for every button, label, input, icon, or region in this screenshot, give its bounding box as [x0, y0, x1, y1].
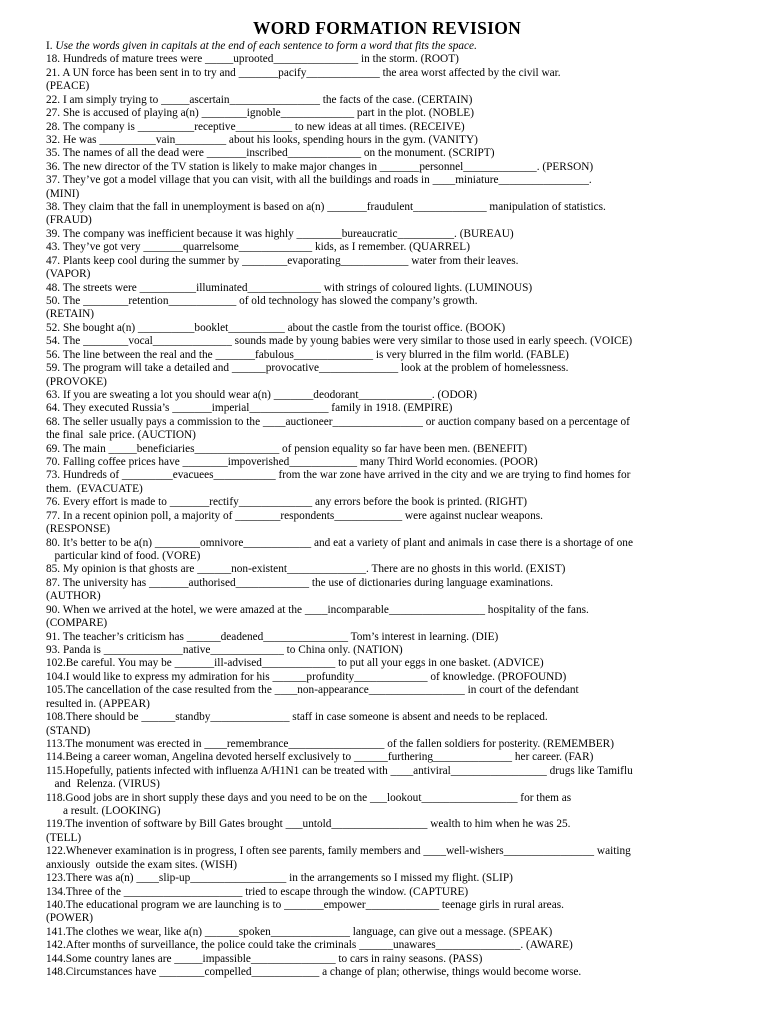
exercise-line: 142.After months of surveillance, the police could take the criminals ______unawares_______________. (AWARE): [46, 939, 573, 952]
exercise-line: 50. The ________retention____________ of old technology has slowed the company’s growth.: [46, 295, 478, 307]
exercise-line: (STAND): [46, 724, 91, 737]
exercise-line: 28. The company is __________receptive__________ to new ideas at all times. (RECEIVE): [46, 120, 465, 133]
exercise-line: 134.Three of the _____________________ tried to escape through the window. (CAPTURE): [46, 885, 469, 898]
exercise-line: (VAPOR): [46, 268, 91, 281]
exercise-line: 56. The line between the real and the _______fabulous______________ is very blurred in the film world. (FABLE): [46, 348, 569, 361]
exercise-line: 21. A UN force has been sent in to try and _______pacify_____________ the area worst affected by the civil war.: [46, 66, 561, 79]
exercise-line: 77. In a recent opinion poll, a majority of ________respondents____________ were against nuclear weapons.: [46, 509, 543, 522]
exercise-line: (RESPONSE): [46, 523, 111, 536]
exercise-line: 73. Hundreds of _________evacuees___________ from the war zone have arrived in the city and we are trying to find homes for: [46, 469, 631, 482]
exercise-line: (PROVOKE): [46, 375, 107, 388]
instruction-text: Use the words given in capitals at the end of each sentence to form a word that fits the space.: [55, 40, 477, 52]
exercise-line: the final sale price. (AUCTION): [46, 429, 196, 442]
exercise-line: 93. Panda is ______________native_____________ to China only. (NATION): [46, 643, 403, 656]
exercise-line: 114.Being a career woman, Angelina devoted herself exclusively to ______furthering______________ her career. (FAR): [46, 751, 594, 764]
exercise-line: 80. It’s better to be a(n) ________omnivore____________ and eat a variety of plant and animals in case there is a shortage of one: [46, 536, 633, 549]
exercise-line: 22. I am simply trying to _____ascertain________________ the facts of the case. (CERTAIN): [46, 93, 473, 106]
exercise-line: (POWER): [46, 912, 94, 925]
exercise-line: (FRAUD): [46, 214, 92, 227]
exercise-line: 39. The company was inefficient because it was highly ________bureaucratic__________. (BUREAU): [46, 227, 514, 240]
exercise-line: 144.Some country lanes are _____impassible_______________ to cars in rainy seasons. (PASS): [46, 952, 483, 965]
exercise-line: anxiously outside the exam sites. (WISH): [46, 858, 238, 871]
instruction: [46, 40, 728, 53]
exercise-line: (AUTHOR): [46, 590, 101, 603]
exercise-line: 104.I would like to express my admiration for his ______profundity_____________ of knowledge. (PROFOUND): [46, 670, 567, 683]
exercise-line: 123.There was a(n) ____slip-up_________________ in the arrangements so I missed my flight. (SLIP): [46, 872, 513, 885]
exercise-line: 54. The ________vocal______________ sounds made by young babies were very similar to those used in early speech. (VOICE): [46, 335, 633, 348]
exercise-line: 27. She is accused of playing a(n) ________ignoble_____________ part in the plot. (NOBLE): [46, 107, 474, 120]
exercise-line: 140.The educational program we are launching is to _______empower_____________ teenage girls in rural areas.: [46, 898, 564, 911]
exercise-line: 59. The program will take a detailed and ______provocative______________ look at the problem of homelessness.: [46, 362, 569, 375]
exercise-line: 108.There should be ______standby______________ staff in case someone is absent and needs to be replaced.: [46, 711, 548, 724]
exercise-line: 68. The seller usually pays a commission to the ____auctioneer________________ or auction company based on a percentage of: [46, 415, 630, 428]
exercise-line: 32. He was __________vain_________ about his looks, spending hours in the gym. (VANITY): [46, 133, 478, 146]
exercise-line: (RETAIN): [46, 308, 95, 321]
exercise-line: 70. Falling coffee prices have ________impoverished____________ many Third World economies. (POOR): [46, 456, 538, 469]
exercise-line: 90. When we arrived at the hotel, we were amazed at the ____incomparable_________________ hospitality of the fans.: [46, 603, 589, 616]
exercise-line: 52. She bought a(n) __________booklet__________ about the castle from the tourist office. (BOOK): [46, 321, 506, 334]
exercise-line: 35. The names of all the dead were _______inscribed_____________ on the monument. (SCRIPT): [46, 147, 495, 160]
exercise-line: 37. They’ve got a model village that you can visit, with all the buildings and roads in ____miniature________________.: [46, 174, 592, 187]
exercise-line: 18. Hundreds of mature trees were _____uprooted_______________ in the storm. (ROOT): [46, 53, 459, 66]
exercise-line: 76. Every effort is made to _______rectify_____________ any errors before the book is printed. (RIGHT): [46, 496, 528, 509]
exercise-line: 118.Good jobs are in short supply these days and you need to be on the ___lookout_________________ for them as: [46, 791, 572, 804]
exercise-line: 64. They executed Russia’s _______imperial______________ family in 1918. (EMPIRE): [46, 402, 453, 415]
exercise-line: 119.The invention of software by Bill Gates brought ___untold_________________ wealth to him when he was 25.: [46, 818, 571, 831]
instruction-lead: I.: [46, 40, 56, 52]
exercise-line: 91. The teacher’s criticism has ______deadened_______________ Tom’s interest in learning. (DIE): [46, 630, 499, 643]
exercise-line: 102.Be careful. You may be _______ill-advised_____________ to put all your eggs in one basket. (ADVICE): [46, 657, 544, 670]
exercise-line: 38. They claim that the fall in unemployment is based on a(n) _______fraudulent_____________ manipulation of statistics.: [46, 201, 606, 214]
exercise-list: [46, 53, 728, 979]
exercise-line: 43. They’ve got very _______quarrelsome_____________ kids, as I remember. (QUARREL): [46, 241, 470, 254]
exercise-line: 47. Plants keep cool during the summer by ________evaporating____________ water from their leaves.: [46, 254, 519, 267]
exercise-line: 48. The streets were __________illuminated_____________ with strings of coloured lights. (LUMINOUS): [46, 281, 533, 294]
exercise-line: a result. (LOOKING): [46, 805, 161, 818]
exercise-line: 69. The main _____beneficiaries_______________ of pension equality so far have been men. (BENEFIT): [46, 442, 528, 455]
exercise-line: 85. My opinion is that ghosts are ______non-existent______________. There are no ghosts in this world. (EXIST): [46, 563, 566, 576]
exercise-line: 148.Circumstances have ________compelled____________ a change of plan; otherwise, things would become worse.: [46, 966, 582, 979]
exercise-line: 105.The cancellation of the case resulted from the ____non-appearance_________________ in court of the defendant: [46, 684, 579, 697]
exercise-line: resulted in. (APPEAR): [46, 697, 150, 710]
exercise-line: (TELL): [46, 831, 82, 844]
exercise-line: them. (EVACUATE): [46, 482, 143, 495]
exercise-line: and Relenza. (VIRUS): [46, 778, 160, 791]
exercise-line: 36. The new director of the TV station is likely to make major changes in _______personnel_____________. (PERSON): [46, 160, 594, 173]
exercise-line: (MINI): [46, 187, 80, 200]
exercise-line: (PEACE): [46, 80, 90, 93]
exercise-line: 63. If you are sweating a lot you should wear a(n) _______deodorant_____________. (ODOR): [46, 388, 478, 401]
exercise-line: 122.Whenever examination is in progress, I often see parents, family members and ____well-wishers________________ waiting: [46, 845, 631, 858]
exercise-line: 87. The university has _______authorised_____________ the use of dictionaries during language examinations.: [46, 576, 554, 589]
page-title: WORD FORMATION REVISION: [252, 18, 522, 38]
exercise-line: (COMPARE): [46, 617, 108, 630]
exercise-line: 141.The clothes we wear, like a(n) ______spoken______________ language, can give out a message. (SPEAK): [46, 925, 553, 938]
exercise-line: particular kind of food. (VORE): [46, 550, 201, 563]
exercise-line: 113.The monument was erected in ____remembrance_________________ of the fallen soldiers for posterity. (REMEMBER): [46, 737, 614, 750]
exercise-line: 115.Hopefully, patients infected with influenza A/H1N1 can be treated with ____antiviral_________________ drugs like Tamiflu: [46, 764, 633, 777]
